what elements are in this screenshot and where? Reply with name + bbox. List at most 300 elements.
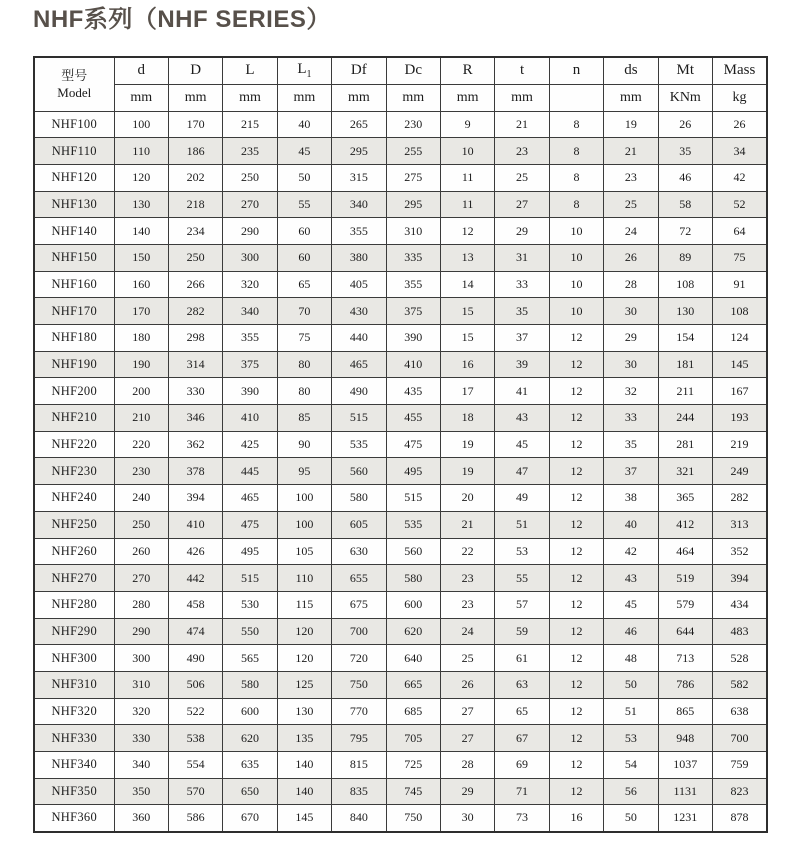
value-cell: 13 xyxy=(440,244,494,271)
value-cell: 23 xyxy=(604,164,658,191)
value-cell: 425 xyxy=(223,431,277,458)
value-cell: 110 xyxy=(277,565,331,592)
value-cell: 26 xyxy=(658,111,712,138)
model-cell: NHF350 xyxy=(34,778,114,805)
value-cell: 490 xyxy=(168,645,222,672)
table-row xyxy=(34,725,767,752)
value-cell: 380 xyxy=(332,244,386,271)
page xyxy=(0,4,806,843)
model-cell: NHF300 xyxy=(34,645,114,672)
value-cell: 34 xyxy=(712,138,767,165)
model-cell: NHF230 xyxy=(34,458,114,485)
column-unit-l: mm xyxy=(223,84,277,111)
value-cell: 9 xyxy=(440,111,494,138)
value-cell: 25 xyxy=(440,645,494,672)
value-cell: 410 xyxy=(168,511,222,538)
value-cell: 50 xyxy=(604,805,658,832)
value-cell: 300 xyxy=(223,244,277,271)
value-cell: 218 xyxy=(168,191,222,218)
value-cell: 170 xyxy=(114,298,168,325)
value-cell: 215 xyxy=(223,111,277,138)
value-cell: 140 xyxy=(114,218,168,245)
value-cell: 12 xyxy=(549,405,603,432)
value-cell: 321 xyxy=(658,458,712,485)
value-cell: 330 xyxy=(168,378,222,405)
model-cell: NHF240 xyxy=(34,485,114,512)
value-cell: 705 xyxy=(386,725,440,752)
value-cell: 22 xyxy=(440,538,494,565)
value-cell: 355 xyxy=(223,325,277,352)
table-header xyxy=(34,57,767,111)
value-cell: 320 xyxy=(223,271,277,298)
value-cell: 27 xyxy=(495,191,549,218)
table-body xyxy=(34,111,767,832)
value-cell: 560 xyxy=(332,458,386,485)
value-cell: 11 xyxy=(440,191,494,218)
value-cell: 18 xyxy=(440,405,494,432)
value-cell: 12 xyxy=(549,645,603,672)
value-cell: 12 xyxy=(549,698,603,725)
value-cell: 181 xyxy=(658,351,712,378)
header-row-units xyxy=(34,84,767,111)
value-cell: 685 xyxy=(386,698,440,725)
column-header-t: t xyxy=(495,57,549,84)
value-cell: 506 xyxy=(168,671,222,698)
value-cell: 145 xyxy=(277,805,331,832)
value-cell: 108 xyxy=(658,271,712,298)
value-cell: 11 xyxy=(440,164,494,191)
value-cell: 426 xyxy=(168,538,222,565)
value-cell: 45 xyxy=(277,138,331,165)
value-cell: 220 xyxy=(114,431,168,458)
value-cell: 47 xyxy=(495,458,549,485)
column-unit-t: mm xyxy=(495,84,549,111)
value-cell: 675 xyxy=(332,591,386,618)
value-cell: 21 xyxy=(440,511,494,538)
value-cell: 1231 xyxy=(658,805,712,832)
value-cell: 700 xyxy=(712,725,767,752)
value-cell: 700 xyxy=(332,618,386,645)
value-cell: 30 xyxy=(604,351,658,378)
value-cell: 140 xyxy=(277,778,331,805)
value-cell: 948 xyxy=(658,725,712,752)
value-cell: 282 xyxy=(168,298,222,325)
table-row xyxy=(34,618,767,645)
value-cell: 298 xyxy=(168,325,222,352)
value-cell: 650 xyxy=(223,778,277,805)
value-cell: 535 xyxy=(386,511,440,538)
value-cell: 320 xyxy=(114,698,168,725)
value-cell: 580 xyxy=(223,671,277,698)
value-cell: 26 xyxy=(604,244,658,271)
value-cell: 290 xyxy=(223,218,277,245)
value-cell: 405 xyxy=(332,271,386,298)
spec-table xyxy=(33,56,768,833)
value-cell: 580 xyxy=(332,485,386,512)
value-cell: 560 xyxy=(386,538,440,565)
value-cell: 21 xyxy=(604,138,658,165)
page-title: NHF系列（NHF SERIES） xyxy=(33,6,331,33)
value-cell: 135 xyxy=(277,725,331,752)
value-cell: 35 xyxy=(495,298,549,325)
value-cell: 23 xyxy=(440,591,494,618)
value-cell: 65 xyxy=(495,698,549,725)
value-cell: 12 xyxy=(549,618,603,645)
value-cell: 40 xyxy=(277,111,331,138)
model-cell: NHF310 xyxy=(34,671,114,698)
value-cell: 186 xyxy=(168,138,222,165)
value-cell: 12 xyxy=(549,325,603,352)
value-cell: 355 xyxy=(386,271,440,298)
value-cell: 550 xyxy=(223,618,277,645)
value-cell: 56 xyxy=(604,778,658,805)
value-cell: 725 xyxy=(386,752,440,779)
value-cell: 815 xyxy=(332,752,386,779)
value-cell: 16 xyxy=(440,351,494,378)
value-cell: 17 xyxy=(440,378,494,405)
column-unit-d: mm xyxy=(114,84,168,111)
column-header-mt: Mt xyxy=(658,57,712,84)
table-row xyxy=(34,538,767,565)
value-cell: 12 xyxy=(549,485,603,512)
column-unit-n xyxy=(549,84,603,111)
value-cell: 54 xyxy=(604,752,658,779)
value-cell: 145 xyxy=(712,351,767,378)
column-header-d: D xyxy=(168,57,222,84)
value-cell: 12 xyxy=(549,458,603,485)
value-cell: 219 xyxy=(712,431,767,458)
value-cell: 230 xyxy=(386,111,440,138)
value-cell: 750 xyxy=(332,671,386,698)
value-cell: 38 xyxy=(604,485,658,512)
value-cell: 72 xyxy=(658,218,712,245)
value-cell: 530 xyxy=(223,591,277,618)
value-cell: 43 xyxy=(495,405,549,432)
value-cell: 644 xyxy=(658,618,712,645)
model-cell: NHF150 xyxy=(34,244,114,271)
value-cell: 270 xyxy=(114,565,168,592)
value-cell: 786 xyxy=(658,671,712,698)
value-cell: 535 xyxy=(332,431,386,458)
value-cell: 89 xyxy=(658,244,712,271)
value-cell: 12 xyxy=(549,378,603,405)
value-cell: 61 xyxy=(495,645,549,672)
value-cell: 528 xyxy=(712,645,767,672)
column-unit-d: mm xyxy=(168,84,222,111)
column-unit-ds: mm xyxy=(604,84,658,111)
value-cell: 120 xyxy=(277,645,331,672)
table-row xyxy=(34,298,767,325)
value-cell: 878 xyxy=(712,805,767,832)
value-cell: 442 xyxy=(168,565,222,592)
value-cell: 25 xyxy=(495,164,549,191)
model-cell: NHF360 xyxy=(34,805,114,832)
value-cell: 522 xyxy=(168,698,222,725)
value-cell: 202 xyxy=(168,164,222,191)
model-cell: NHF250 xyxy=(34,511,114,538)
value-cell: 295 xyxy=(386,191,440,218)
value-cell: 53 xyxy=(604,725,658,752)
column-header-d: d xyxy=(114,57,168,84)
value-cell: 19 xyxy=(604,111,658,138)
value-cell: 378 xyxy=(168,458,222,485)
value-cell: 12 xyxy=(549,725,603,752)
value-cell: 20 xyxy=(440,485,494,512)
table-row xyxy=(34,325,767,352)
value-cell: 300 xyxy=(114,645,168,672)
value-cell: 455 xyxy=(386,405,440,432)
value-cell: 282 xyxy=(712,485,767,512)
value-cell: 10 xyxy=(549,298,603,325)
value-cell: 8 xyxy=(549,164,603,191)
value-cell: 80 xyxy=(277,378,331,405)
value-cell: 42 xyxy=(712,164,767,191)
value-cell: 570 xyxy=(168,778,222,805)
value-cell: 58 xyxy=(658,191,712,218)
value-cell: 21 xyxy=(495,111,549,138)
table-row xyxy=(34,805,767,832)
value-cell: 64 xyxy=(712,218,767,245)
value-cell: 27 xyxy=(440,725,494,752)
value-cell: 759 xyxy=(712,752,767,779)
model-cell: NHF330 xyxy=(34,725,114,752)
value-cell: 37 xyxy=(495,325,549,352)
value-cell: 538 xyxy=(168,725,222,752)
value-cell: 70 xyxy=(277,298,331,325)
value-cell: 310 xyxy=(386,218,440,245)
column-header-l: $L_1$ xyxy=(277,57,331,84)
model-cell: NHF340 xyxy=(34,752,114,779)
value-cell: 554 xyxy=(168,752,222,779)
column-header-mass: Mass xyxy=(712,57,767,84)
value-cell: 565 xyxy=(223,645,277,672)
table-row xyxy=(34,351,767,378)
value-cell: 45 xyxy=(604,591,658,618)
value-cell: 394 xyxy=(712,565,767,592)
table-row xyxy=(34,191,767,218)
value-cell: 249 xyxy=(712,458,767,485)
value-cell: 745 xyxy=(386,778,440,805)
value-cell: 53 xyxy=(495,538,549,565)
value-cell: 12 xyxy=(549,565,603,592)
value-cell: 14 xyxy=(440,271,494,298)
value-cell: 26 xyxy=(712,111,767,138)
value-cell: 12 xyxy=(549,538,603,565)
value-cell: 75 xyxy=(712,244,767,271)
table-row xyxy=(34,591,767,618)
value-cell: 390 xyxy=(223,378,277,405)
table-row xyxy=(34,565,767,592)
value-cell: 580 xyxy=(386,565,440,592)
model-cell: NHF170 xyxy=(34,298,114,325)
value-cell: 124 xyxy=(712,325,767,352)
value-cell: 154 xyxy=(658,325,712,352)
value-cell: 30 xyxy=(440,805,494,832)
value-cell: 55 xyxy=(495,565,549,592)
value-cell: 430 xyxy=(332,298,386,325)
value-cell: 130 xyxy=(658,298,712,325)
value-cell: 445 xyxy=(223,458,277,485)
value-cell: 150 xyxy=(114,244,168,271)
table-row xyxy=(34,164,767,191)
value-cell: 12 xyxy=(549,511,603,538)
value-cell: 51 xyxy=(495,511,549,538)
value-cell: 390 xyxy=(386,325,440,352)
value-cell: 823 xyxy=(712,778,767,805)
value-cell: 635 xyxy=(223,752,277,779)
model-cell: NHF260 xyxy=(34,538,114,565)
value-cell: 720 xyxy=(332,645,386,672)
value-cell: 281 xyxy=(658,431,712,458)
value-cell: 280 xyxy=(114,591,168,618)
value-cell: 91 xyxy=(712,271,767,298)
value-cell: 39 xyxy=(495,351,549,378)
value-cell: 35 xyxy=(658,138,712,165)
value-cell: 55 xyxy=(277,191,331,218)
value-cell: 360 xyxy=(114,805,168,832)
value-cell: 40 xyxy=(604,511,658,538)
value-cell: 865 xyxy=(658,698,712,725)
model-header-en: Model xyxy=(57,85,92,101)
value-cell: 60 xyxy=(277,244,331,271)
value-cell: 335 xyxy=(386,244,440,271)
value-cell: 255 xyxy=(386,138,440,165)
value-cell: 670 xyxy=(223,805,277,832)
value-cell: 352 xyxy=(712,538,767,565)
value-cell: 10 xyxy=(549,271,603,298)
value-cell: 515 xyxy=(386,485,440,512)
value-cell: 365 xyxy=(658,485,712,512)
value-cell: 16 xyxy=(549,805,603,832)
model-cell: NHF190 xyxy=(34,351,114,378)
value-cell: 355 xyxy=(332,218,386,245)
column-header-l: L xyxy=(223,57,277,84)
value-cell: 8 xyxy=(549,138,603,165)
value-cell: 31 xyxy=(495,244,549,271)
value-cell: 211 xyxy=(658,378,712,405)
value-cell: 10 xyxy=(549,244,603,271)
model-header-zh: 型号 xyxy=(61,68,88,84)
value-cell: 240 xyxy=(114,485,168,512)
table-row xyxy=(34,458,767,485)
value-cell: 12 xyxy=(549,431,603,458)
value-cell: 43 xyxy=(604,565,658,592)
value-cell: 60 xyxy=(277,218,331,245)
value-cell: 28 xyxy=(440,752,494,779)
value-cell: 15 xyxy=(440,298,494,325)
model-cell: NHF130 xyxy=(34,191,114,218)
header-row-labels xyxy=(34,57,767,84)
value-cell: 32 xyxy=(604,378,658,405)
value-cell: 46 xyxy=(604,618,658,645)
value-cell: 130 xyxy=(114,191,168,218)
value-cell: 29 xyxy=(495,218,549,245)
value-cell: 108 xyxy=(712,298,767,325)
value-cell: 375 xyxy=(223,351,277,378)
value-cell: 200 xyxy=(114,378,168,405)
value-cell: 65 xyxy=(277,271,331,298)
value-cell: 24 xyxy=(440,618,494,645)
value-cell: 519 xyxy=(658,565,712,592)
value-cell: 412 xyxy=(658,511,712,538)
value-cell: 27 xyxy=(440,698,494,725)
table-row xyxy=(34,698,767,725)
table-row xyxy=(34,431,767,458)
column-header-ds: ds xyxy=(604,57,658,84)
value-cell: 29 xyxy=(604,325,658,352)
value-cell: 23 xyxy=(440,565,494,592)
table-row xyxy=(34,671,767,698)
table-row xyxy=(34,485,767,512)
value-cell: 394 xyxy=(168,485,222,512)
model-cell: NHF200 xyxy=(34,378,114,405)
value-cell: 51 xyxy=(604,698,658,725)
value-cell: 193 xyxy=(712,405,767,432)
value-cell: 630 xyxy=(332,538,386,565)
model-cell: NHF140 xyxy=(34,218,114,245)
model-cell: NHF210 xyxy=(34,405,114,432)
table-row xyxy=(34,138,767,165)
value-cell: 52 xyxy=(712,191,767,218)
table-row xyxy=(34,778,767,805)
value-cell: 110 xyxy=(114,138,168,165)
value-cell: 835 xyxy=(332,778,386,805)
value-cell: 362 xyxy=(168,431,222,458)
value-cell: 750 xyxy=(386,805,440,832)
value-cell: 250 xyxy=(168,244,222,271)
value-cell: 160 xyxy=(114,271,168,298)
table-row xyxy=(34,378,767,405)
value-cell: 46 xyxy=(658,164,712,191)
value-cell: 234 xyxy=(168,218,222,245)
value-cell: 620 xyxy=(223,725,277,752)
value-cell: 90 xyxy=(277,431,331,458)
value-cell: 26 xyxy=(440,671,494,698)
table-row xyxy=(34,645,767,672)
value-cell: 235 xyxy=(223,138,277,165)
model-cell: NHF280 xyxy=(34,591,114,618)
value-cell: 638 xyxy=(712,698,767,725)
value-cell: 665 xyxy=(386,671,440,698)
column-unit-mass: kg xyxy=(712,84,767,111)
value-cell: 67 xyxy=(495,725,549,752)
value-cell: 19 xyxy=(440,431,494,458)
value-cell: 41 xyxy=(495,378,549,405)
value-cell: 23 xyxy=(495,138,549,165)
value-cell: 260 xyxy=(114,538,168,565)
value-cell: 73 xyxy=(495,805,549,832)
value-cell: 24 xyxy=(604,218,658,245)
value-cell: 265 xyxy=(332,111,386,138)
value-cell: 10 xyxy=(549,218,603,245)
value-cell: 15 xyxy=(440,325,494,352)
table-row xyxy=(34,244,767,271)
value-cell: 28 xyxy=(604,271,658,298)
value-cell: 346 xyxy=(168,405,222,432)
value-cell: 80 xyxy=(277,351,331,378)
value-cell: 8 xyxy=(549,191,603,218)
value-cell: 435 xyxy=(386,378,440,405)
column-unit-mt: KNm xyxy=(658,84,712,111)
value-cell: 465 xyxy=(332,351,386,378)
value-cell: 434 xyxy=(712,591,767,618)
value-cell: 10 xyxy=(440,138,494,165)
column-header-df: Df xyxy=(332,57,386,84)
value-cell: 770 xyxy=(332,698,386,725)
value-cell: 330 xyxy=(114,725,168,752)
table-row xyxy=(34,111,767,138)
value-cell: 85 xyxy=(277,405,331,432)
